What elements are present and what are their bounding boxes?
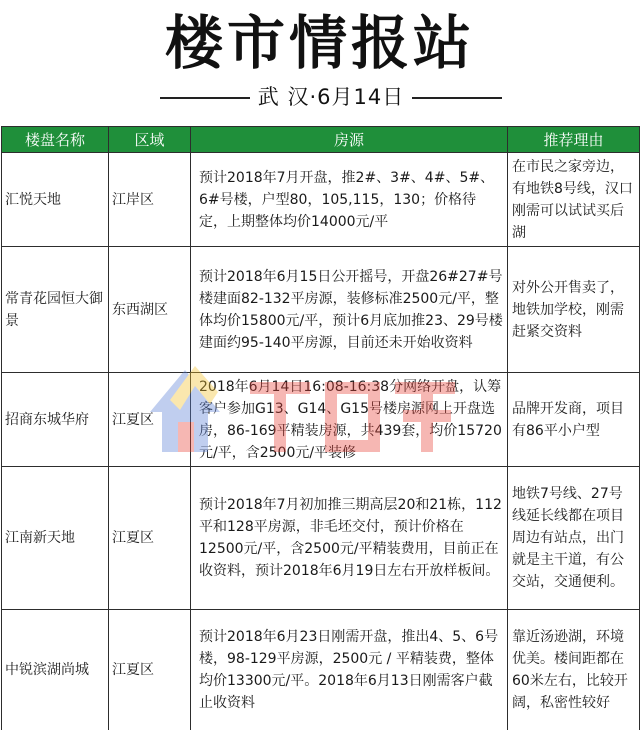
cell-district: 东西湖区 [109,247,191,373]
subtitle-rule-right [412,97,502,99]
column-header-district: 区域 [109,127,191,153]
cell-reason: 靠近汤逊湖，环境优美。楼间距都在60米左右，比较开阔，私密性较好 [508,610,640,730]
cell-source: 预计2018年7月开盘，推2#、3#、4#、5#、6#号楼，户型80，105,115，130；价格待定，上期整体均价14000元/平 [191,153,508,247]
cell-source: 预计2018年7月初加推三期高层20和21栋，112平和128平房源，非毛坯交付，预计价格在12500元/平，含2500元/平精装费用，目前正在收资料，预计2018年6月19日左右开放样板间。 [191,467,508,610]
page-subtitle: 武 汉·6月14日 [257,85,405,109]
cell-source: 2018年6月14日16:08-16:38分网络开盘，认筹客户参加G13、G14、G15号楼房源网上开盘选房，86-169平精装房源，共439套，均价15720元/平，含2500元/平装修 [191,373,508,467]
table-row [2,373,640,467]
subtitle-row [0,82,640,112]
cell-district: 江岸区 [109,153,191,247]
cell-reason: 对外公开售卖了，地铁加学校，刚需赶紧交资料 [508,247,640,373]
table-row [2,247,640,373]
cell-reason: 品牌开发商，项目有86平小户型 [508,373,640,467]
page-title: 楼市情报站 [164,9,475,77]
column-header-source: 房源 [191,127,508,153]
cell-project-name: 常青花园恒大御景 [2,247,109,373]
cell-project-name: 中锐滨湖尚城 [2,610,109,730]
cell-project-name: 江南新天地 [2,467,109,610]
column-header-name: 楼盘名称 [2,127,109,153]
cell-reason: 在市民之家旁边，有地铁8号线，汉口刚需可以试试买后湖 [508,153,640,247]
table-row [2,467,640,610]
cell-source: 预计2018年6月23日刚需开盘，推出4、5、6号楼，98-129平房源，2500元 / 平精装费，整体均价13300元/平。2018年6月13日刚需客户截止收资料 [191,610,508,730]
table-row [2,610,640,730]
column-header-reason: 推荐理由 [508,127,640,153]
cell-district: 江夏区 [109,373,191,467]
cell-district: 江夏区 [109,610,191,730]
cell-project-name: 招商东城华府 [2,373,109,467]
cell-reason: 地铁7号线、27号线延长线都在项目周边有站点，出门就是主干道，有公交站，交通便利。 [508,467,640,610]
page-header [0,0,640,126]
table-header-row [2,127,640,153]
subtitle-rule-left [160,97,250,99]
cell-project-name: 汇悦天地 [2,153,109,247]
cell-district: 江夏区 [109,467,191,610]
cell-source: 预计2018年6月15日公开摇号，开盘26#27#号楼建面82-132平房源，装修标准2500元/平，整体均价15800元/平，预计6月底加推23、29号楼建面约95-140平房源，目前还未开始收资料 [191,247,508,373]
table-row [2,153,640,247]
listing-table [1,126,640,730]
